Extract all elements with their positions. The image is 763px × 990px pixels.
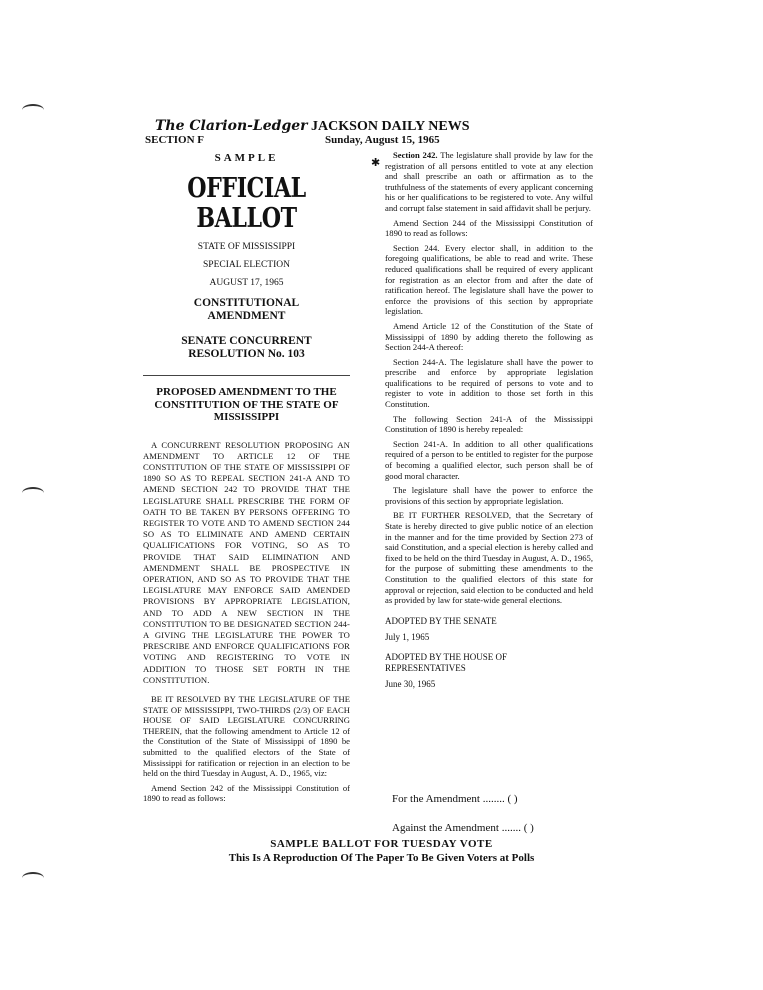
- asterisk-mark: ✱: [371, 157, 381, 169]
- left-column: [143, 150, 350, 808]
- section-242-body: The legislature shall provide by law for the registration of all persons entitled to vote at any election and shall prescribe an oath or affirmation as to the truthfulness of the statements of every applicant concerning his or her qualifications to be registered to vote. Any wilful and corrupt false statement in said affidavit shall be perjury.: [385, 150, 593, 213]
- senate-date: July 1, 1965: [385, 631, 430, 642]
- sample-label: SAMPLE: [214, 152, 279, 164]
- resolution-heading: SENATE CONCURRENT RESOLUTION No. 103: [181, 335, 312, 360]
- daily-name: JACKSON DAILY NEWS: [311, 119, 470, 134]
- section-244a-text: Section 244-A. The legislature shall have the power to prescribe and enforce by appropriate legislation qualifications to be required of persons to vote and to register to vote in addition to those set forth in this Constitution.: [385, 356, 593, 410]
- proposed-heading: PROPOSED AMENDMENT TO THE CONSTITUTION OF THE STATE OF MISSISSIPPI: [154, 386, 339, 423]
- for-amendment-label: For the Amendment: [392, 793, 480, 805]
- resolved-lead: BE IT RESOLVED BY THE LEGISLATURE OF THE STATE OF MISSISSIPPI, TWO-THIRDS (2/3) OF EACH HOUSE OF SAID LEGISLATURE CONCURRING THEREIN,: [143, 693, 350, 736]
- footer-sample-ballot: SAMPLE BALLOT FOR TUESDAY VOTE: [270, 838, 493, 850]
- leader-dots: ........: [482, 793, 508, 805]
- against-amendment-box[interactable]: ( ): [523, 822, 534, 834]
- punch-hole-mark: [22, 487, 44, 499]
- section-244-text: Section 244. Every elector shall, in addition to the foregoing qualifications, be able to read and write. These reduced qualifications shall be required of every applicant for registration as an elector from and after the date of ratification hereof. The legislature shall have the power to enforce the provisions of this section by appropriate legislation.: [385, 242, 593, 317]
- section-242-text: [385, 150, 593, 214]
- repeal-paragraph: The following Section 241-A of the Mississippi Constitution of 1890 is hereby repealed:: [385, 413, 593, 435]
- ballot-title: OFFICIAL BALLOT: [187, 173, 306, 234]
- resolved-paragraph: [143, 694, 350, 779]
- issue-date: Sunday, August 15, 1965: [325, 134, 440, 146]
- punch-hole-mark: [22, 872, 44, 884]
- leader-dots: .......: [501, 822, 524, 834]
- amend-242-paragraph: Amend Section 242 of the Mississippi Constitution of 1890 to read as follows:: [143, 782, 350, 804]
- punch-hole-mark: [22, 104, 44, 116]
- adopted-senate: ADOPTED BY THE SENATE: [385, 615, 497, 626]
- divider: [143, 375, 350, 376]
- legislature-power-text: The legislature shall have the power to enforce the provisions of this section by appropriate legislation.: [385, 485, 593, 506]
- adopted-house: ADOPTED BY THE HOUSE OF REPRESENTATIVES: [385, 651, 508, 673]
- against-amendment-label: Against the Amendment: [392, 822, 499, 834]
- house-date: June 30, 1965: [385, 678, 436, 689]
- amendment-heading: CONSTITUTIONAL AMENDMENT: [193, 297, 300, 322]
- resolved-rest: that the following amendment to Article 12 of the Constitution of the State of Mississippi of 1890 be submitted to the qualified electors of the State of Mississippi for ratification or rejection in an election to be held on the third Tuesday in August, A. D., 1965, viz:: [143, 725, 350, 779]
- further-resolved-lead: BE IT FURTHER RESOLVED,: [393, 510, 512, 521]
- section-242-lead: Section 242.: [393, 150, 438, 160]
- for-amendment-row: [392, 793, 518, 805]
- amend-article-12-paragraph: Amend Article 12 of the Constitution of the State of Mississippi of 1890 by adding thereto the following as Section 244-A thereof:: [385, 320, 593, 353]
- election-type: SPECIAL ELECTION: [203, 260, 290, 270]
- paper-name: The Clarion-Ledger: [155, 118, 308, 134]
- for-amendment-box[interactable]: ( ): [507, 793, 518, 805]
- concurrent-resolution-text: A CONCURRENT RESOLUTION PROPOSING AN AMENDMENT TO ARTICLE 12 OF THE CONSTITUTION OF THE STATE OF MISSISSIPPI OF 1890 SO AS TO REPEAL SECTION 241-A AND TO AMEND SECTION 242 TO PROVIDE THAT THE LEGISLATURE SHALL PRESCRIBE THE FORM OF OATH TO BE TAKEN BY PERSONS OFFERING TO REGISTER TO VOTE AND TO AMEND SECTION 244 SO AS TO ELIMINATE AND AMEND CERTAIN QUALIFICATIONS FOR VOTING, SO AS TO PROVIDE THAT SAID ELIMINATION AND AMENDMENT SHALL BE PROSPECTIVE IN OPERATION, AND SO AS TO PROVIDE THAT THE LEGISLATURE MAY ENFORCE SAID AMENDED PROVISIONS BY APPROPRIATE LEGISLATION, AND TO ADD A NEW SECTION IN THE CONSTITUTION TO BE DESIGNATED SECTION 244-A GIVING THE LEGISLATURE THE POWER TO PRESCRIBE AND ENFORCE QUALIFICATIONS FOR VOTING AND REGISTERING TO VOTE IN ADDITION TO THOSE SET FORTH IN THE CONSTITUTION.: [143, 439, 350, 685]
- further-resolved-paragraph: [385, 510, 593, 605]
- against-amendment-row: [392, 822, 534, 834]
- section-label: SECTION F: [145, 134, 204, 146]
- masthead: [155, 118, 470, 135]
- election-date: AUGUST 17, 1965: [209, 278, 284, 288]
- section-241a-text: Section 241-A. In addition to all other qualifications required of a person to be entitled to register for the purpose of becoming a qualified elector, such person shall be of good moral character.: [385, 438, 593, 481]
- state-line: STATE OF MISSISSIPPI: [197, 242, 296, 252]
- further-resolved-body: that the Secretary of State is hereby directed to give public notice of an election in the manner and for the time provided by Section 273 of said Constitution, and a special election is hereby called and fixed to be held on the third Tuesday in August, A. D., 1965, for the purpose of submitting these amendments to the Constitution to the qualified electors of this state for approval or rejection, said election to be conducted and held as provided by law for state-wide general elections.: [385, 510, 593, 606]
- footer-reproduction-note: This Is A Reproduction Of The Paper To Be Given Voters at Polls: [228, 852, 535, 864]
- right-column: [385, 150, 593, 689]
- amend-244-paragraph: Amend Section 244 of the Mississippi Constitution of 1890 to read as follows:: [385, 217, 593, 239]
